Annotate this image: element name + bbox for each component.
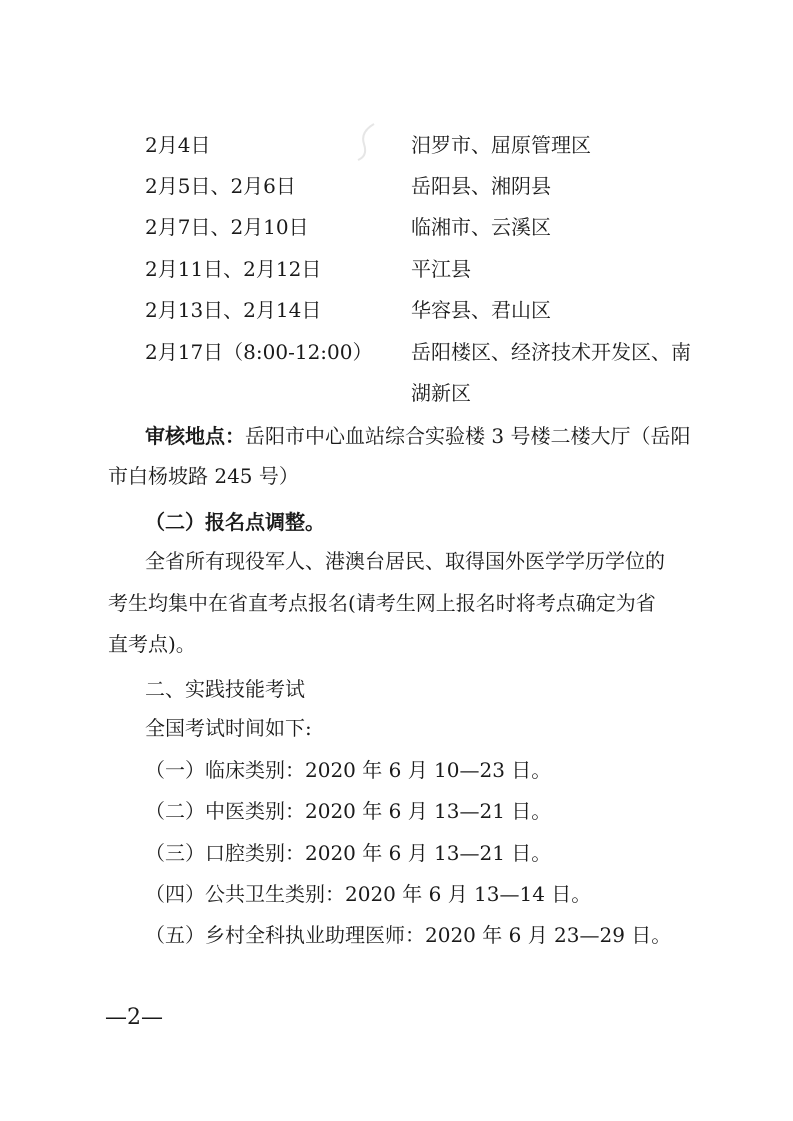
practice-intro: 全国考试时间如下:	[145, 716, 312, 740]
practice-item: （三）口腔类别：2020 年 6 月 13—21 日。	[145, 841, 552, 865]
practice-item: （五）乡村全科执业助理医师：2020 年 6 月 23—29 日。	[145, 923, 672, 947]
registration-paragraph-line: 直考点)。	[108, 632, 196, 656]
registration-paragraph-line: 考生均集中在省直考点报名(请考生网上报名时将考点确定为省	[108, 591, 656, 615]
schedule-area: 汨罗市、屈原管理区	[411, 133, 591, 157]
practice-item: （四）公共卫生类别：2020 年 6 月 13—14 日。	[145, 882, 592, 906]
schedule-date: 2月4日	[145, 133, 211, 157]
schedule-area: 临湘市、云溪区	[411, 215, 551, 239]
section-heading-practice: 二、实践技能考试	[145, 677, 305, 701]
audit-location	[145, 423, 690, 449]
schedule-area-continued: 湖新区	[411, 381, 471, 405]
schedule-date: 2月11日、2月12日	[145, 257, 322, 281]
schedule-date: 2月17日（8:00-12:00）	[145, 340, 373, 364]
audit-text-continued: 市白杨坡路 245 号）	[108, 464, 299, 488]
practice-item: （二）中医类别：2020 年 6 月 13—21 日。	[145, 799, 552, 823]
practice-item: （一）临床类别：2020 年 6 月 10—23 日。	[145, 758, 552, 782]
schedule-date: 2月5日、2月6日	[145, 174, 296, 198]
audit-text: 岳阳市中心血站综合实验楼 3 号楼二楼大厅（岳阳	[245, 424, 691, 448]
page-number: —2—	[105, 1005, 163, 1030]
stamp-remnant	[352, 122, 382, 162]
section-heading-registration: （二）报名点调整。	[145, 510, 325, 534]
schedule-date: 2月7日、2月10日	[145, 215, 309, 239]
schedule-area: 华容县、君山区	[411, 298, 551, 322]
schedule-area: 岳阳县、湘阴县	[411, 174, 551, 198]
schedule-area: 岳阳楼区、经济技术开发区、南	[411, 340, 691, 364]
audit-label: 审核地点：	[145, 424, 245, 448]
schedule-area: 平江县	[411, 257, 471, 281]
registration-paragraph-line: 全省所有现役军人、港澳台居民、取得国外医学学历学位的	[145, 549, 665, 573]
schedule-date: 2月13日、2月14日	[145, 298, 322, 322]
